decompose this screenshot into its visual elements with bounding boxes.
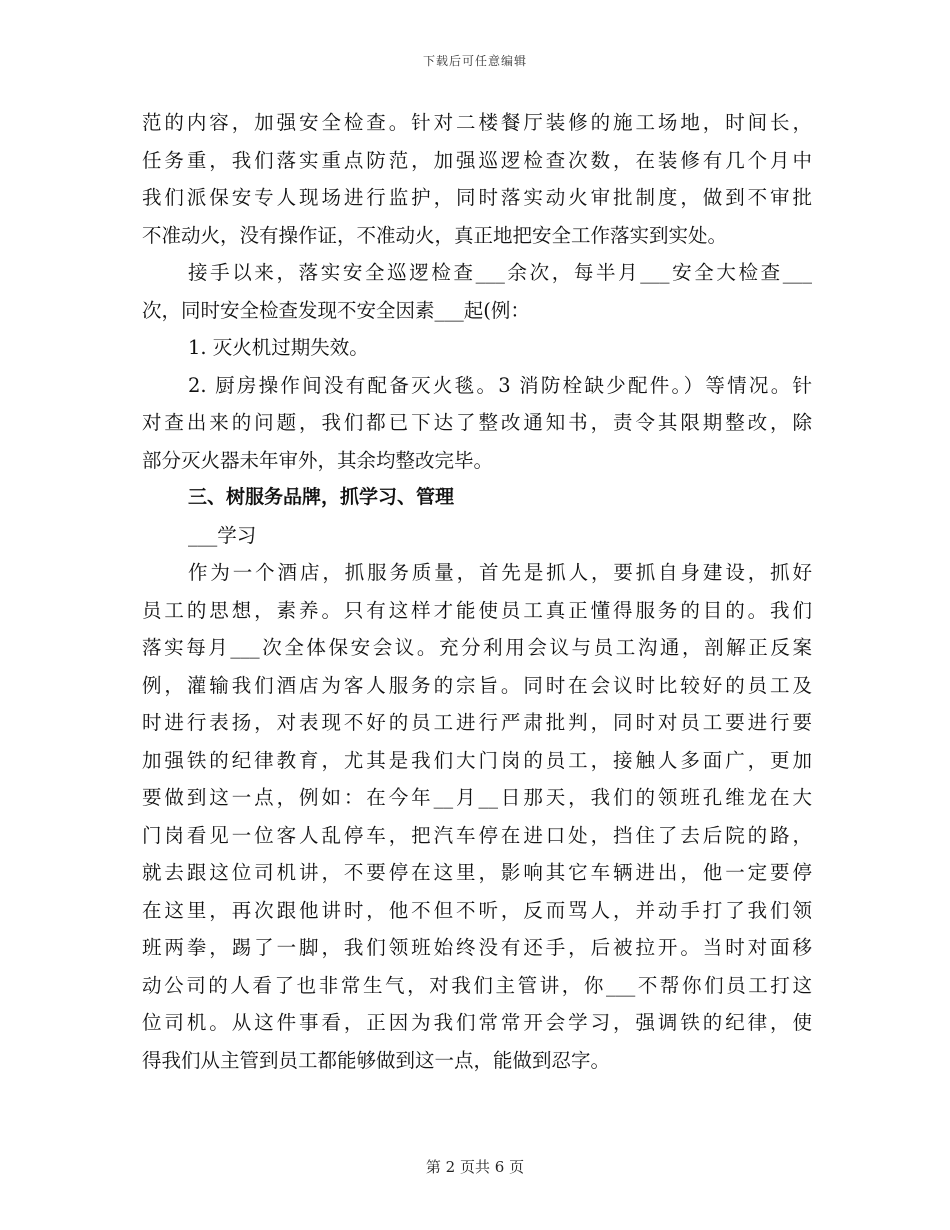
text-line: 时进行表扬，对表现不好的员工进行严肃批判，同时对员工要进行要: [142, 711, 812, 734]
text-line: 位司机。从这件事看，正因为我们常常开会学习，强调铁的纪律，使: [142, 1011, 812, 1034]
text-line: 要做到这一点，例如：在今年__月__日那天，我们的领班孔维龙在大: [142, 786, 812, 809]
text-line: 就去跟这位司机讲，不要停在这里，影响其它车辆进出，他一定要停: [142, 861, 812, 884]
text-line: 落实每月___次全体保安会议。充分利用会议与员工沟通，剖解正反案: [142, 636, 812, 659]
subsection-heading: ___学习: [188, 523, 257, 547]
text-line: 加强铁的纪律教育，尤其是我们大门岗的员工，接触人多面广，更加: [142, 748, 812, 772]
page-header: 下载后可任意编辑: [422, 54, 527, 68]
text-line: 员工的思想，素养。只有这样才能使员工真正懂得服务的目的。我们: [142, 598, 812, 622]
text-line: 作为一个酒店，抓服务质量，首先是抓人，要抓自身建设，抓好: [188, 561, 812, 584]
list-item-2: 2. 厨房操作间没有配备灭火毯。3 消防栓缺少配件。）等情况。针: [188, 373, 812, 397]
text-line: 范的内容，加强安全检查。针对二楼餐厅装修的施工场地，时间长，: [142, 111, 812, 134]
text-line: 动公司的人看了也非常生气，对我们主管讲，你___不帮你们员工打这: [142, 973, 812, 997]
text-line: 不准动火，没有操作证，不准动火，真正地把安全工作落实到实处。: [142, 223, 728, 247]
text-line: 在这里，再次跟他讲时，他不但不听，反而骂人，并动手打了我们领: [142, 898, 812, 922]
list-item-1: 1. 灭火机过期失效。: [188, 336, 369, 359]
text-line: 我们派保安专人现场进行监护，同时落实动火审批制度，做到不审批: [142, 186, 812, 209]
text-line: 对查出来的问题，我们都已下达了整改通知书，责令其限期整改，除: [142, 411, 812, 434]
section-heading: 三、树服务品牌，抓学习、管理: [188, 486, 455, 508]
text-line: 接手以来，落实安全巡逻检查___余次，每半月___安全大检查___: [188, 261, 812, 284]
text-line: 例，灌输我们酒店为客人服务的宗旨。同时在会议时比较好的员工及: [142, 673, 812, 697]
text-line: 部分灭火器未年审外，其余均整改完毕。: [142, 448, 494, 472]
document-body: [142, 104, 812, 1079]
text-line: 任务重，我们落实重点防范，加强巡逻检查次数，在装修有几个月中: [142, 148, 812, 172]
text-line: 次，同时安全检查发现不安全因素___起(例：: [142, 298, 530, 322]
text-line: 班两拳，踢了一脚，我们领班始终没有还手，后被拉开。当时对面移: [142, 936, 812, 959]
text-line: 门岗看见一位客人乱停车，把汽车停在进口处，挡住了去后院的路，: [142, 823, 812, 847]
page-footer: 第 2 页共 6 页: [425, 1158, 525, 1176]
text-line: 得我们从主管到员工都能够做到这一点，能做到忍字。: [142, 1048, 611, 1072]
